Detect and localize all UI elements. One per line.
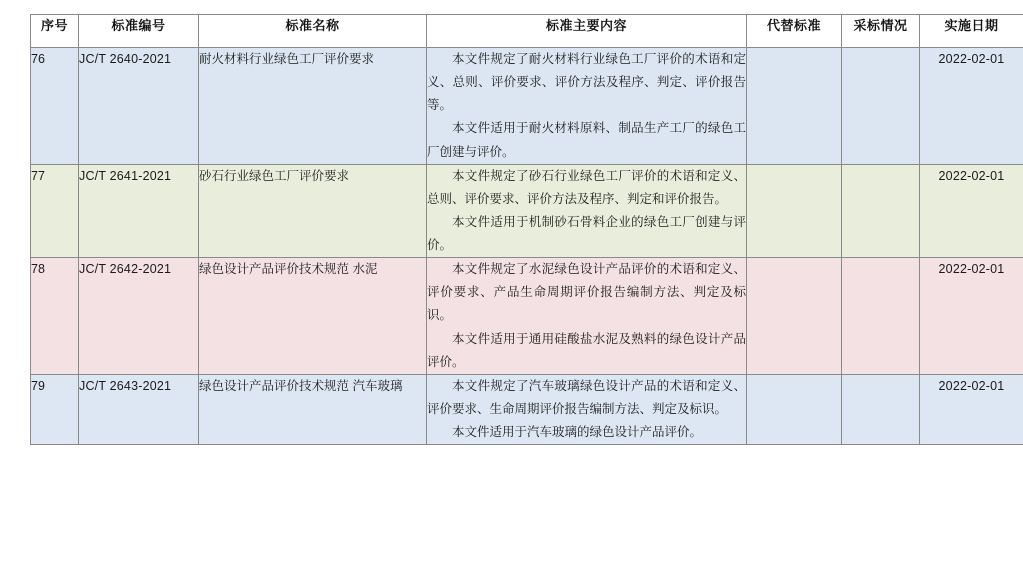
column-header-replace: 代替标准 [747, 15, 842, 48]
cell-content [427, 48, 747, 165]
table-row [31, 164, 1023, 258]
cell-adopt [842, 164, 920, 258]
cell-code: JC/T 2643-2021 [79, 374, 199, 444]
cell-replace [747, 258, 842, 375]
cell-content-paragraph: 本文件适用于通用硅酸盐水泥及熟料的绿色设计产品评价。 [427, 328, 746, 374]
cell-content-paragraph: 本文件规定了汽车玻璃绿色设计产品的术语和定义、评价要求、生命周期评价报告编制方法、判定及标识。 [427, 375, 746, 421]
cell-name: 耐火材料行业绿色工厂评价要求 [199, 48, 427, 165]
cell-content-paragraph: 本文件适用于汽车玻璃的绿色设计产品评价。 [427, 421, 746, 444]
column-header-seq: 序号 [31, 15, 79, 48]
cell-code: JC/T 2642-2021 [79, 258, 199, 375]
table-row [31, 258, 1023, 375]
document-page [0, 14, 1023, 573]
column-header-date: 实施日期 [920, 15, 1023, 48]
cell-name: 砂石行业绿色工厂评价要求 [199, 164, 427, 258]
cell-code: JC/T 2640-2021 [79, 48, 199, 165]
table-row [31, 374, 1023, 444]
cell-content-paragraph: 本文件适用于耐火材料原料、制品生产工厂的绿色工厂创建与评价。 [427, 117, 746, 163]
cell-content [427, 258, 747, 375]
cell-date: 2022-02-01 [920, 258, 1023, 375]
cell-code: JC/T 2641-2021 [79, 164, 199, 258]
standards-table [30, 14, 1023, 445]
cell-adopt [842, 258, 920, 375]
cell-name: 绿色设计产品评价技术规范 汽车玻璃 [199, 374, 427, 444]
cell-date: 2022-02-01 [920, 48, 1023, 165]
cell-content-paragraph: 本文件规定了砂石行业绿色工厂评价的术语和定义、总则、评价要求、评价方法及程序、判定和评价报告。 [427, 165, 746, 211]
cell-date: 2022-02-01 [920, 164, 1023, 258]
cell-content [427, 164, 747, 258]
table-header [31, 15, 1023, 48]
cell-replace [747, 48, 842, 165]
column-header-code: 标准编号 [79, 15, 199, 48]
cell-seq: 76 [31, 48, 79, 165]
cell-seq: 77 [31, 164, 79, 258]
column-header-adopt: 采标情况 [842, 15, 920, 48]
cell-adopt [842, 374, 920, 444]
table-header-row [31, 15, 1023, 48]
cell-name: 绿色设计产品评价技术规范 水泥 [199, 258, 427, 375]
cell-replace [747, 164, 842, 258]
cell-seq: 79 [31, 374, 79, 444]
cell-content-paragraph: 本文件适用于机制砂石骨料企业的绿色工厂创建与评价。 [427, 211, 746, 257]
cell-date: 2022-02-01 [920, 374, 1023, 444]
table-body [31, 48, 1023, 445]
cell-content [427, 374, 747, 444]
column-header-content: 标准主要内容 [427, 15, 747, 48]
column-header-name: 标准名称 [199, 15, 427, 48]
table-row [31, 48, 1023, 165]
cell-content-paragraph: 本文件规定了耐火材料行业绿色工厂评价的术语和定义、总则、评价要求、评价方法及程序、判定、评价报告等。 [427, 48, 746, 117]
cell-replace [747, 374, 842, 444]
cell-content-paragraph: 本文件规定了水泥绿色设计产品评价的术语和定义、评价要求、产品生命周期评价报告编制方法、判定及标识。 [427, 258, 746, 327]
cell-seq: 78 [31, 258, 79, 375]
cell-adopt [842, 48, 920, 165]
